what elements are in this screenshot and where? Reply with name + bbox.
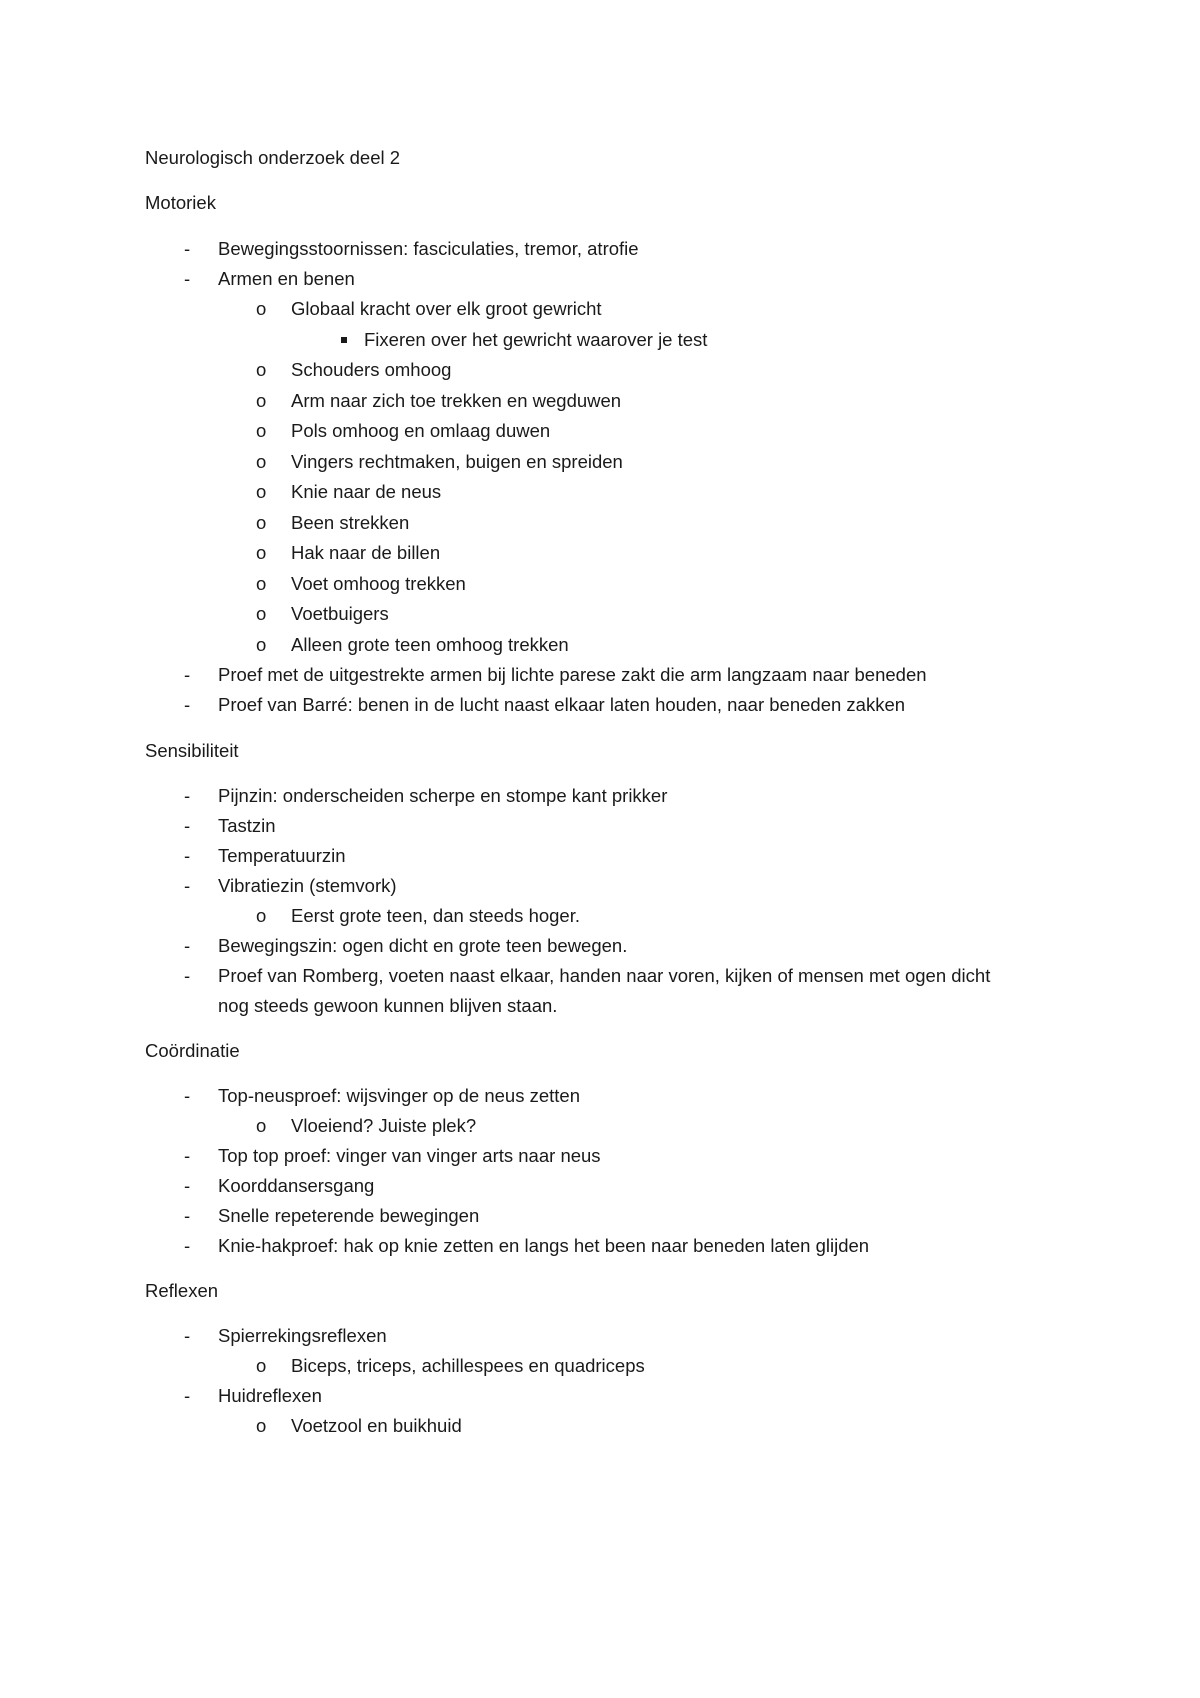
- list-item: Armen en benen: [218, 268, 355, 289]
- dash-marker: -: [184, 1175, 191, 1196]
- sub-list-item: Biceps, triceps, achillespees en quadriceps: [291, 1355, 645, 1376]
- dash-marker: -: [184, 1325, 191, 1346]
- circle-marker: o: [256, 1355, 267, 1376]
- section-heading-sensibiliteit: Sensibiliteit: [145, 740, 239, 761]
- list-item: Bewegingszin: ogen dicht en grote teen bewegen.: [218, 935, 628, 956]
- dash-marker: -: [184, 268, 191, 289]
- list-item: Bewegingsstoornissen: fasciculaties, tremor, atrofie: [218, 238, 639, 259]
- section-heading-reflexen: Reflexen: [145, 1280, 219, 1301]
- dash-marker: -: [184, 845, 191, 866]
- dash-marker: -: [184, 1145, 191, 1166]
- dash-marker: -: [184, 815, 191, 836]
- square-bullet-icon: [341, 337, 347, 343]
- dash-marker: -: [184, 694, 191, 715]
- circle-marker: o: [256, 390, 267, 411]
- dash-marker: -: [184, 238, 191, 259]
- sub-list-item: Vloeiend? Juiste plek?: [291, 1115, 477, 1136]
- sub-list-item: Knie naar de neus: [291, 481, 442, 502]
- list-item: Vibratiezin (stemvork): [218, 875, 397, 896]
- dash-marker: -: [184, 1085, 191, 1106]
- sub-list-item: Voetzool en buikhuid: [291, 1415, 462, 1436]
- list-item: Spierrekingsreflexen: [218, 1325, 387, 1346]
- document-title: Neurologisch onderzoek deel 2: [145, 147, 401, 168]
- list-item: Top top proef: vinger van vinger arts naar neus: [218, 1145, 601, 1166]
- list-item: Proef met de uitgestrekte armen bij lichte parese zakt die arm langzaam naar beneden: [218, 664, 927, 685]
- section-heading-motoriek: Motoriek: [145, 192, 216, 213]
- sub-sub-list-item: Fixeren over het gewricht waarover je test: [364, 329, 708, 350]
- section-heading-coordinatie: Coördinatie: [145, 1040, 240, 1061]
- list-item: Tastzin: [218, 815, 276, 836]
- circle-marker: o: [256, 905, 267, 926]
- dash-marker: -: [184, 785, 191, 806]
- circle-marker: o: [256, 512, 267, 533]
- circle-marker: o: [256, 634, 267, 655]
- sub-list-item: Eerst grote teen, dan steeds hoger.: [291, 905, 580, 926]
- sub-list-item: Voet omhoog trekken: [291, 573, 466, 594]
- list-item: Top-neusproef: wijsvinger op de neus zetten: [218, 1085, 580, 1106]
- dash-marker: -: [184, 875, 191, 896]
- list-item: Proef van Barré: benen in de lucht naast elkaar laten houden, naar beneden zakken: [218, 694, 906, 715]
- sub-list-item: Hak naar de billen: [291, 542, 441, 563]
- circle-marker: o: [256, 481, 267, 502]
- circle-marker: o: [256, 542, 267, 563]
- circle-marker: o: [256, 359, 267, 380]
- sub-list-item: Voetbuigers: [291, 603, 389, 624]
- list-item: Huidreflexen: [218, 1385, 322, 1406]
- list-item: Temperatuurzin: [218, 845, 346, 866]
- list-item: Koorddansersgang: [218, 1175, 375, 1196]
- sub-list-item: Pols omhoog en omlaag duwen: [291, 420, 551, 441]
- circle-marker: o: [256, 451, 267, 472]
- dash-marker: -: [184, 1385, 191, 1406]
- sub-list-item: Alleen grote teen omhoog trekken: [291, 634, 569, 655]
- dash-marker: -: [184, 1205, 191, 1226]
- sub-list-item: Been strekken: [291, 512, 410, 533]
- circle-marker: o: [256, 298, 267, 319]
- circle-marker: o: [256, 1115, 267, 1136]
- sub-list-item: Globaal kracht over elk groot gewricht: [291, 298, 602, 319]
- circle-marker: o: [256, 603, 267, 624]
- list-item: Pijnzin: onderscheiden scherpe en stompe kant prikker: [218, 785, 668, 806]
- list-item-continuation: nog steeds gewoon kunnen blijven staan.: [218, 995, 558, 1016]
- circle-marker: o: [256, 420, 267, 441]
- sub-list-item: Schouders omhoog: [291, 359, 452, 380]
- sub-list-item: Vingers rechtmaken, buigen en spreiden: [291, 451, 623, 472]
- list-item: Snelle repeterende bewegingen: [218, 1205, 480, 1226]
- dash-marker: -: [184, 965, 191, 986]
- list-item: Knie-hakproef: hak op knie zetten en langs het been naar beneden laten glijden: [218, 1235, 870, 1256]
- circle-marker: o: [256, 573, 267, 594]
- dash-marker: -: [184, 664, 191, 685]
- dash-marker: -: [184, 1235, 191, 1256]
- list-item: Proef van Romberg, voeten naast elkaar, handen naar voren, kijken of mensen met ogen dicht: [218, 965, 991, 986]
- sub-list-item: Arm naar zich toe trekken en wegduwen: [291, 390, 622, 411]
- circle-marker: o: [256, 1415, 267, 1436]
- dash-marker: -: [184, 935, 191, 956]
